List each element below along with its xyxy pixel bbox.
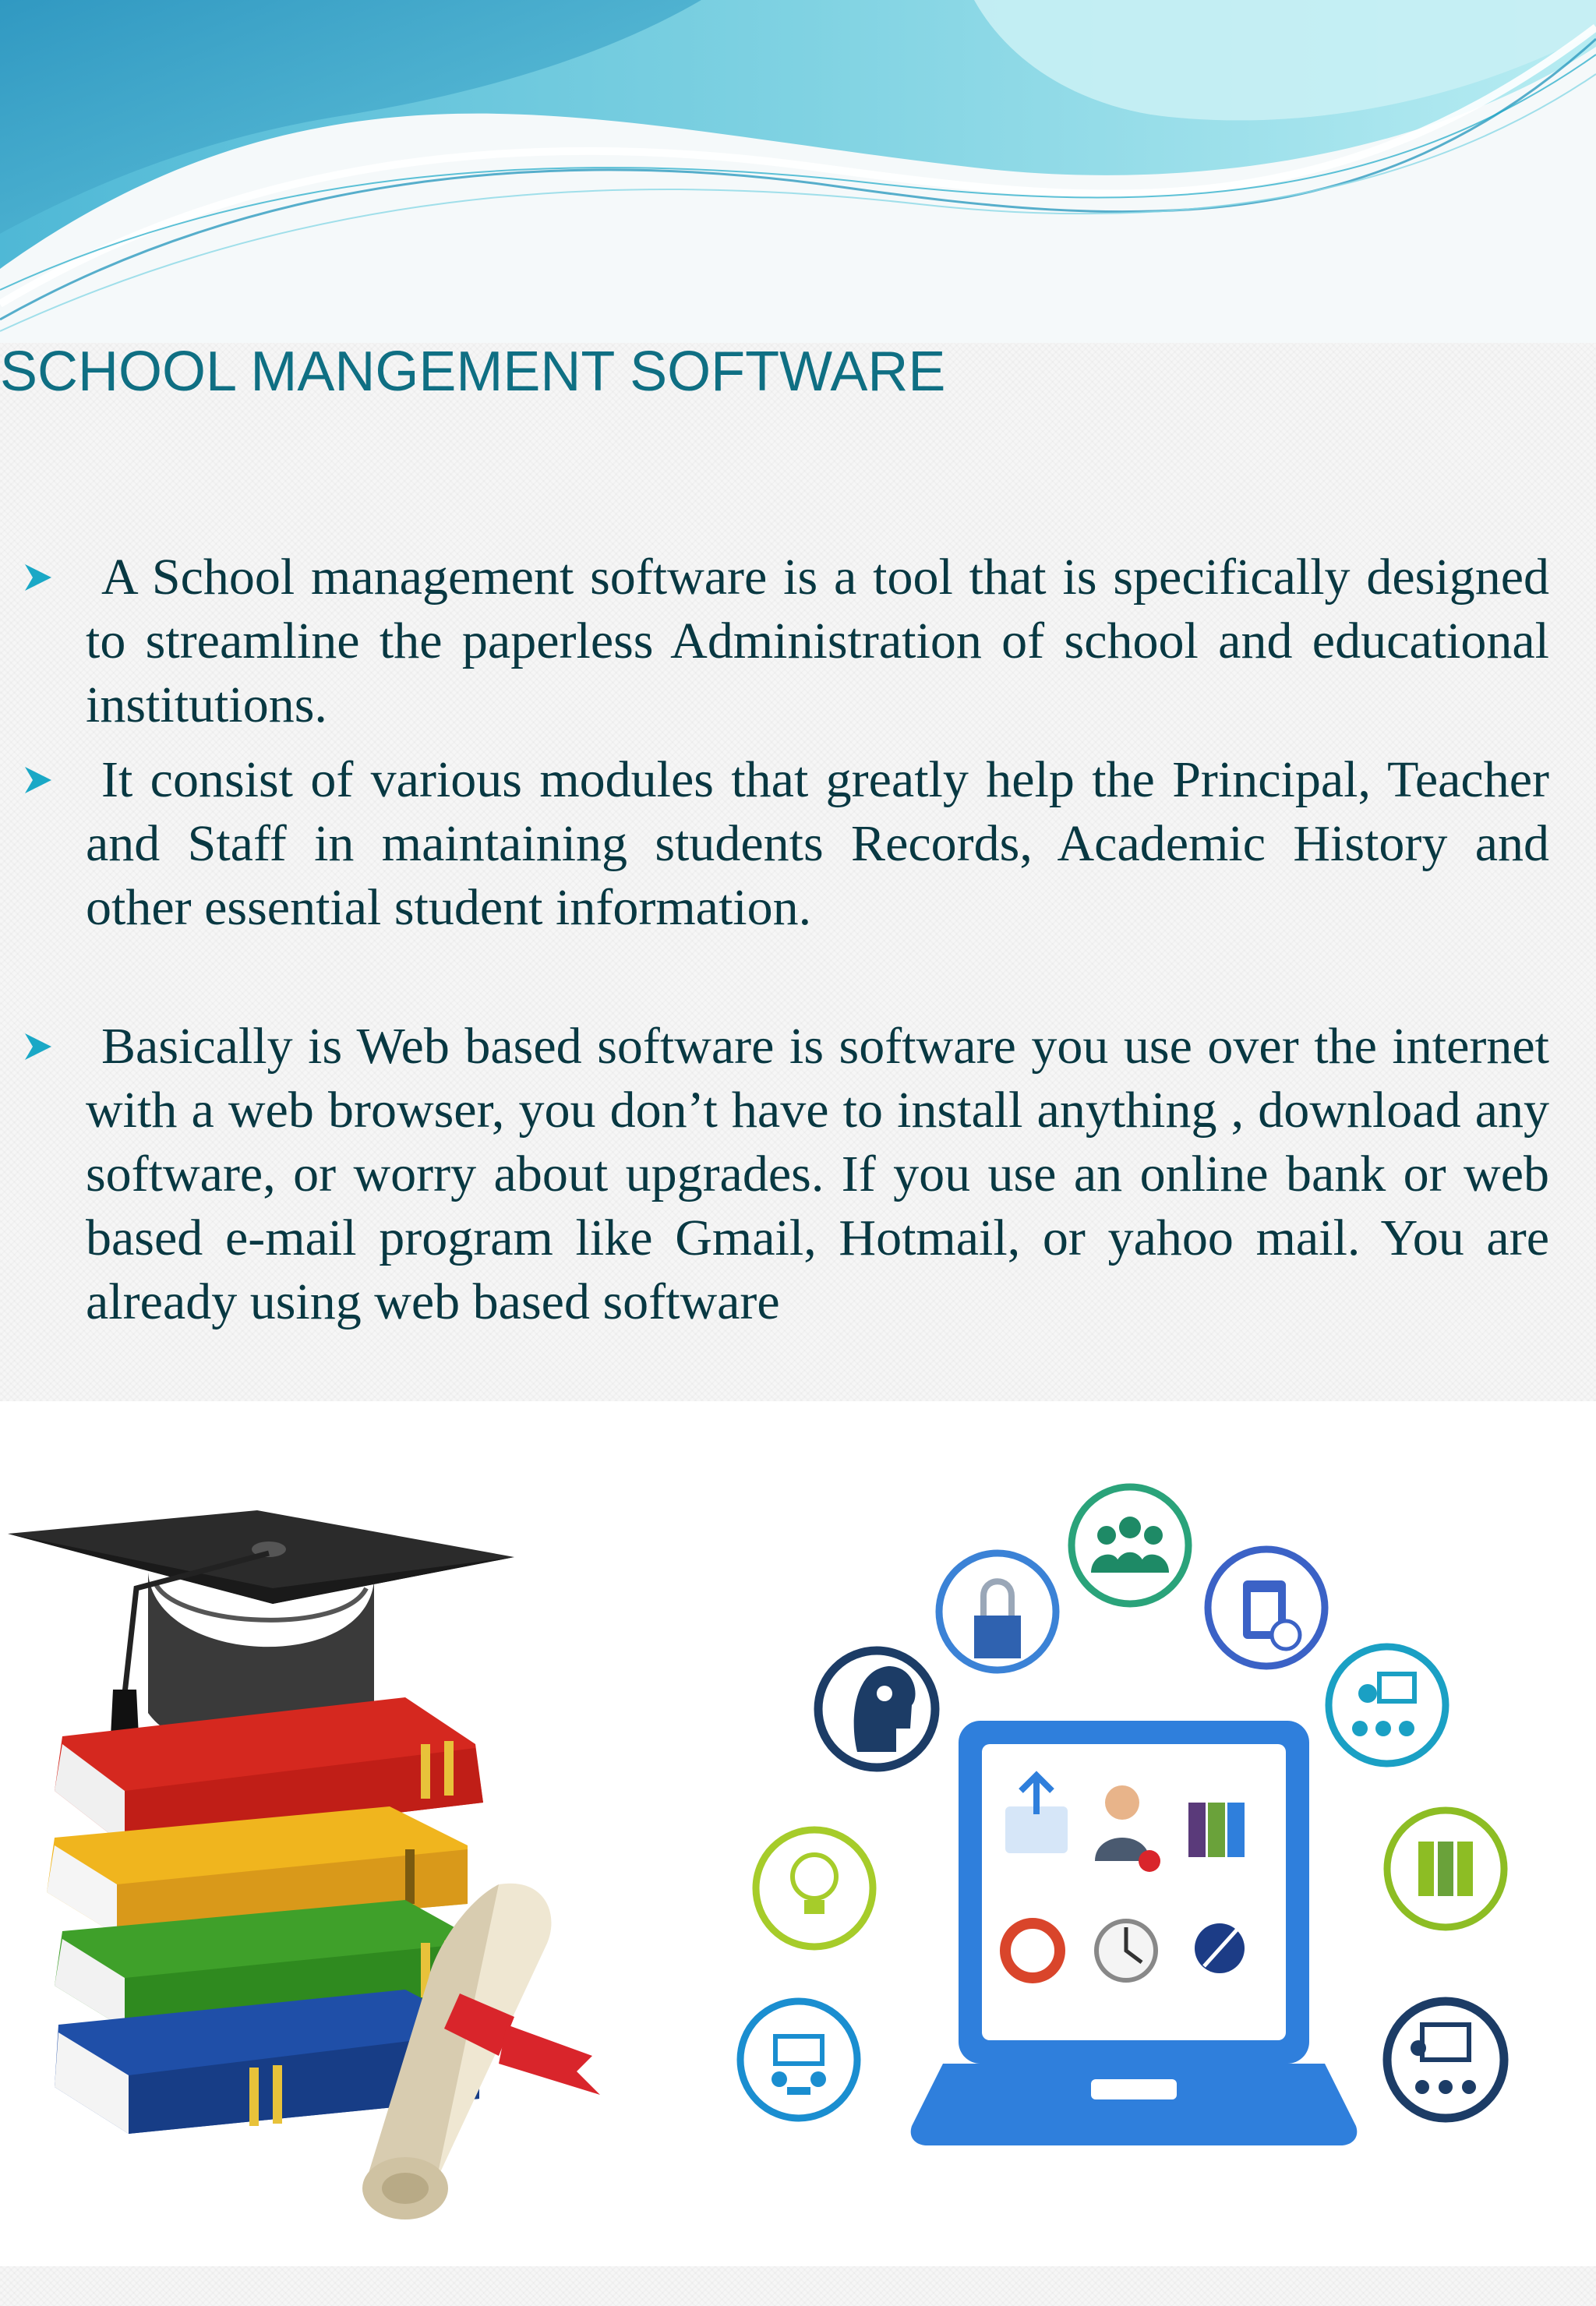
- meeting-module-icon: [740, 2001, 857, 2118]
- lock-module-icon: [939, 1553, 1056, 1670]
- page-title: SCHOOL MANGEMENT SOFTWARE: [0, 341, 946, 403]
- mind-head-module-icon: [818, 1651, 935, 1767]
- lightbulb-idea-module-icon: [756, 1830, 873, 1947]
- bullet-text: Basically is Web based software is software you use over the internet with a web browser, you don’t have to install anything , download any software, or worry about upgrades. If you use an online bank or web based e-mail program like Gmail, Hotmail, or yahoo mail. You are already using web based software: [86, 1018, 1549, 1330]
- bullet-item: [22, 546, 1549, 737]
- graduation-cap-books-diploma-illustration: [0, 1510, 670, 2235]
- bullet-item: [22, 1015, 1549, 1334]
- clipboard-timer-module-icon: [1208, 1549, 1325, 1666]
- illustration-panel: [0, 1401, 1596, 2266]
- laptop-icon: [911, 1721, 1358, 2145]
- people-group-module-icon: [1072, 1487, 1188, 1604]
- arrowhead-bullet-icon: [23, 765, 53, 795]
- bullet-list: [22, 546, 1549, 1334]
- arrowhead-bullet-icon: [23, 1032, 53, 1061]
- arrowhead-bullet-icon: [23, 563, 53, 592]
- bullet-text: It consist of various modules that greatly help the Principal, Teacher and Staff in maintaining students Records, Academic History and other essential student information.: [86, 751, 1549, 936]
- bullet-item: [22, 748, 1549, 940]
- laptop-education-modules-illustration: [701, 1471, 1566, 2251]
- teacher-board-module-icon: [1329, 1647, 1446, 1764]
- presentation-audience-module-icon: [1387, 2001, 1504, 2118]
- binders-module-icon: [1387, 1810, 1504, 1927]
- bullet-text: A School management software is a tool that is specifically designed to streamline the paperless Administration of school and educational institutions.: [86, 549, 1549, 733]
- header-wave-graphic: [0, 0, 1596, 343]
